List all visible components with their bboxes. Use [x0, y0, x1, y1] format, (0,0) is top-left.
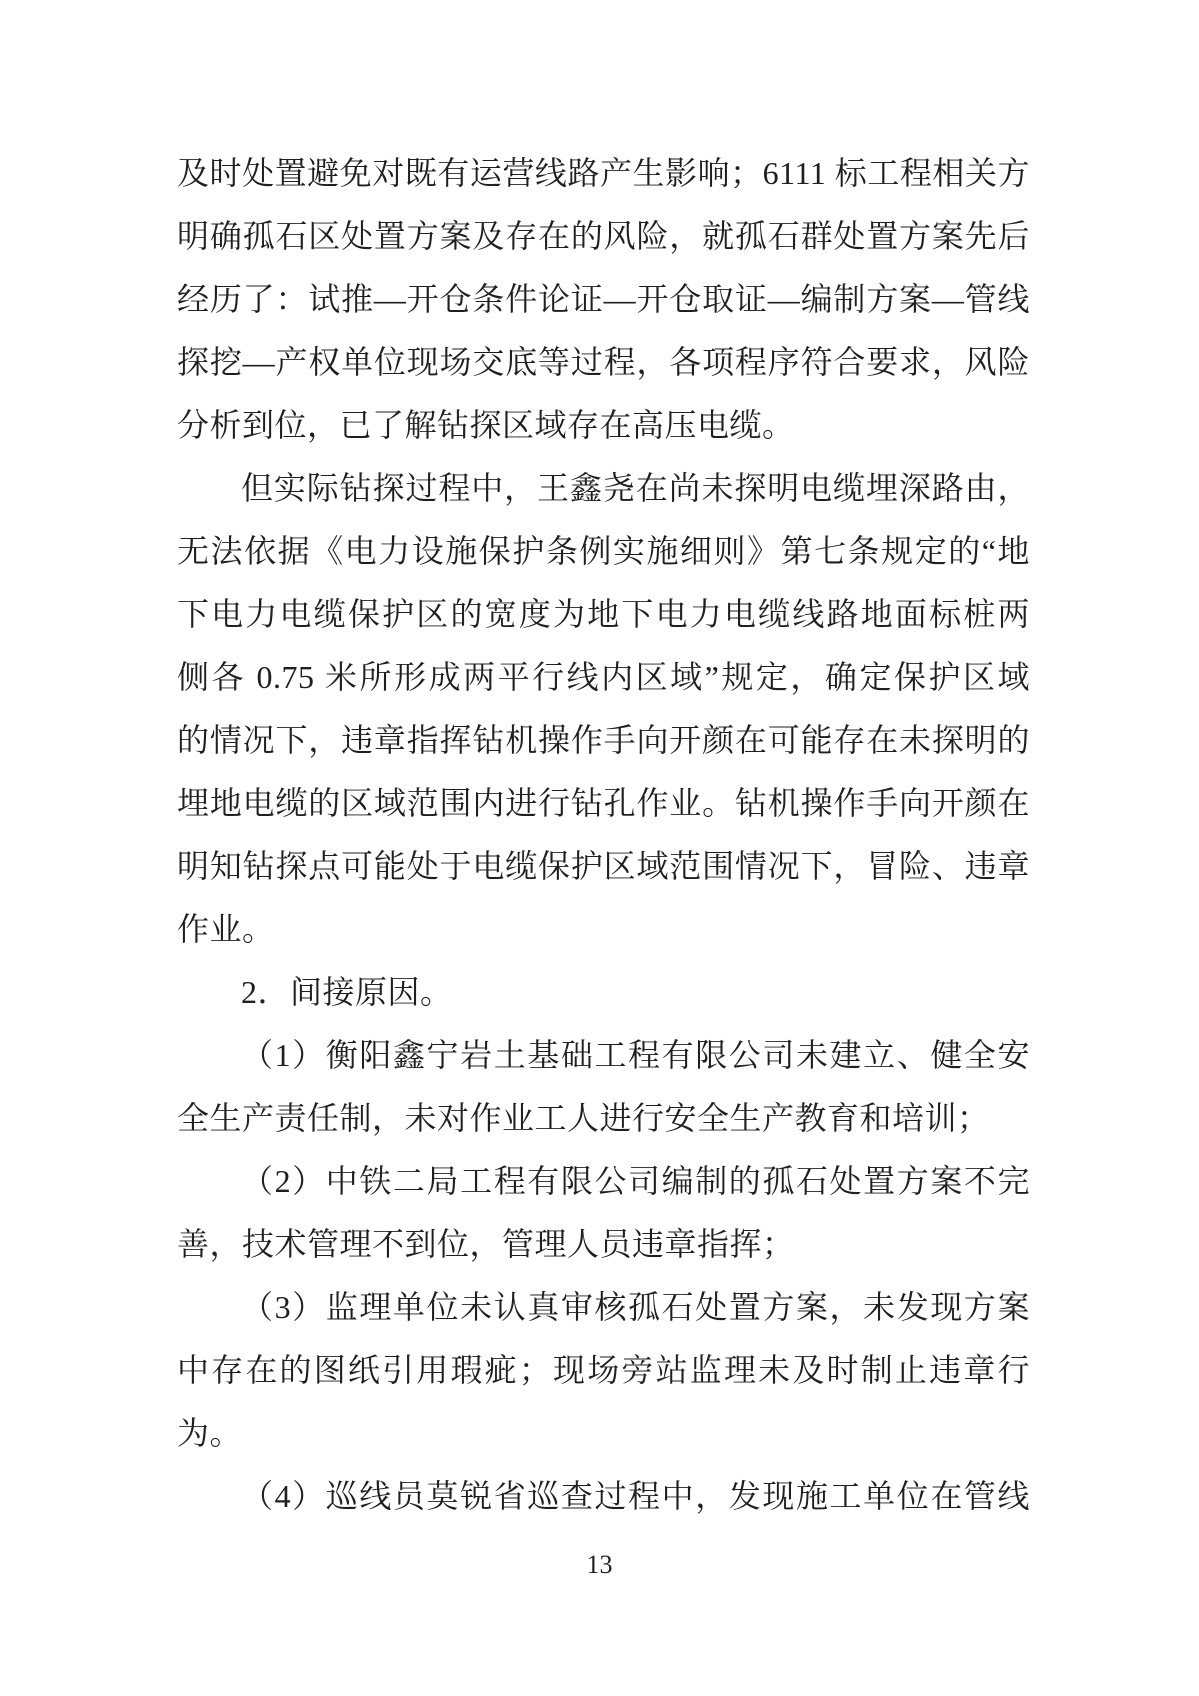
text-line: 经历了：试推—开仓条件论证—开仓取证—编制方案—管线: [177, 281, 1030, 317]
text-line: 全生产责任制，未对作业工人进行安全生产教育和培训；: [177, 1100, 990, 1136]
text-line: 分析到位，已了解钻探区域存在高压电缆。: [177, 407, 795, 443]
text-line: （3）监理单位未认真审核孤石处置方案，未发现方案: [241, 1289, 1030, 1325]
text-line: （4）巡线员莫锐省巡查过程中，发现施工单位在管线: [241, 1478, 1030, 1514]
text-line: （2）中铁二局工程有限公司编制的孤石处置方案不完: [241, 1163, 1030, 1199]
text-line: 侧各 0.75 米所形成两平行线内区域”规定，确定保护区域: [177, 659, 1030, 695]
text-line: 中存在的图纸引用瑕疵；现场旁站监理未及时制止违章行: [177, 1352, 1030, 1388]
text-line: 的情况下，违章指挥钻机操作手向开颜在可能存在未探明的: [177, 722, 1030, 758]
text-block: [177, 142, 1030, 1528]
text-line: （1）衡阳鑫宁岩土基础工程有限公司未建立、健全安: [241, 1037, 1030, 1073]
text-line: 埋地电缆的区域范围内进行钻孔作业。钻机操作手向开颜在: [177, 785, 1030, 821]
text-line: 下电力电缆保护区的宽度为地下电力电缆线路地面标桩两: [177, 596, 1030, 632]
text-line: 明确孤石区处置方案及存在的风险，就孤石群处置方案先后: [177, 218, 1030, 254]
text-line: 探挖—产权单位现场交底等过程，各项程序符合要求，风险: [177, 344, 1030, 380]
text-line: 2．间接原因。: [241, 974, 453, 1010]
text-line: 明知钻探点可能处于电缆保护区域范围情况下，冒险、违章: [177, 848, 1030, 884]
text-line: 无法依据《电力设施保护条例实施细则》第七条规定的“地: [177, 533, 1030, 569]
text-line: 但实际钻探过程中，王鑫尧在尚未探明电缆埋深路由，: [241, 470, 1030, 506]
page-number: 13: [586, 1550, 613, 1579]
text-line: 及时处置避免对既有运营线路产生影响；6111 标工程相关方: [177, 155, 1030, 191]
text-line: 善，技术管理不到位，管理人员违章指挥；: [177, 1226, 795, 1262]
text-line: 作业。: [177, 911, 275, 947]
text-line: 为。: [177, 1415, 243, 1451]
